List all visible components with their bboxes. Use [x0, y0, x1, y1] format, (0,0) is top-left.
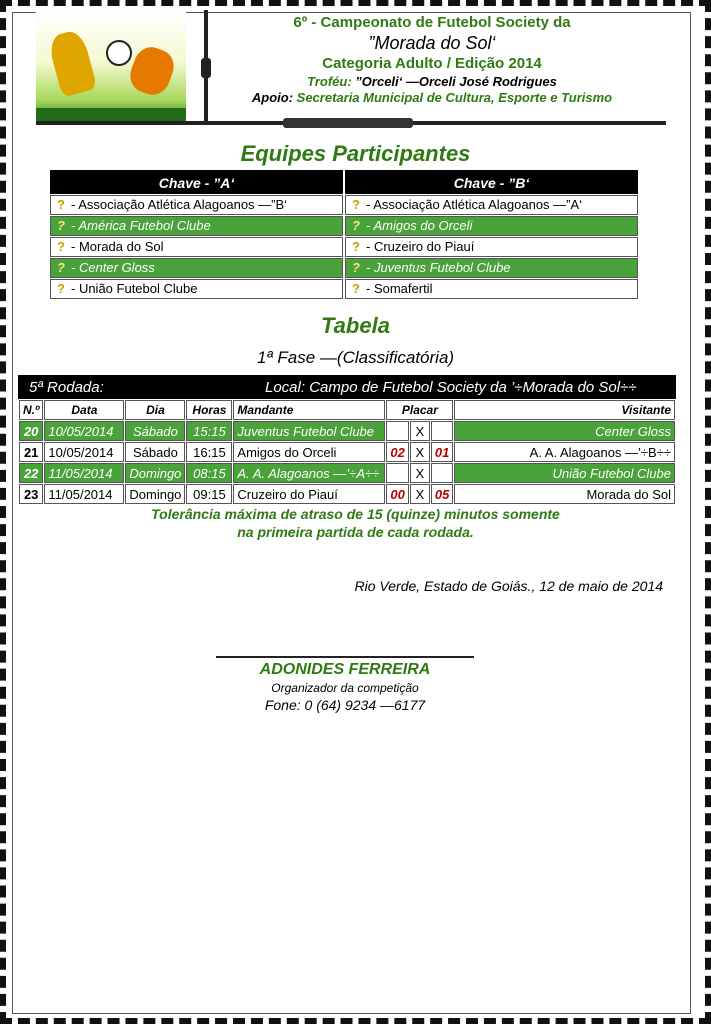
table-row [19, 463, 675, 483]
team-name: - Somafertil [366, 281, 433, 296]
team-name: - Associação Atlética Alagoanos —”A‘ [366, 197, 583, 212]
soccer-ball-icon [106, 40, 132, 66]
header-divider-knob [201, 58, 211, 78]
tolerance-notice-line1: Tolerância máxima de atraso de 15 (quinze) minutos somente [151, 506, 560, 522]
score-separator: X [410, 463, 430, 483]
team-name: - Amigos do Orceli [366, 218, 473, 233]
col-day-header: Dia [125, 400, 185, 420]
organizer-role: Organizador da competição [271, 681, 419, 695]
support-label: Apoio: [251, 90, 294, 105]
trophy-icon: ? [352, 281, 360, 296]
match-day: Sábado [125, 421, 185, 441]
header-divider-bar [283, 118, 413, 128]
trophy-icon: ? [57, 260, 65, 275]
match-time: 08:15 [186, 463, 232, 483]
away-score: 05 [431, 484, 453, 504]
team-row [50, 216, 343, 236]
match-number: 23 [19, 484, 43, 504]
support-value: Secretaria Municipal de Cultura, Esporte e Turismo [296, 90, 613, 105]
match-day: Domingo [125, 463, 185, 483]
table-row [19, 442, 675, 462]
trophy-icon: ? [352, 197, 360, 212]
match-time: 16:15 [186, 442, 232, 462]
away-team: Center Gloss [454, 421, 675, 441]
team-row [50, 258, 343, 278]
matches-grid [18, 399, 676, 505]
date-line: Rio Verde, Estado de Goiás., 12 de maio de 2014 [354, 578, 663, 594]
away-score: 00 [431, 421, 453, 441]
player-figure-icon [47, 28, 98, 97]
signature-line [216, 656, 474, 658]
home-score: 01 [386, 421, 408, 441]
match-date: 10/05/2014 [44, 421, 124, 441]
team-row [345, 237, 638, 257]
matches-table [18, 375, 676, 505]
team-name: - Center Gloss [71, 260, 155, 275]
phase-label: 1ª Fase —(Classificatória) [256, 348, 455, 367]
away-team: União Futebol Clube [454, 463, 675, 483]
team-name: - Associação Atlética Alagoanos —”B‘ [71, 197, 288, 212]
score-separator: X [410, 442, 430, 462]
team-row [50, 195, 343, 215]
home-team: Juventus Futebol Clube [233, 421, 385, 441]
team-name: - Morada do Sol [71, 239, 164, 254]
group-a-header: Chave - ”A‘ [50, 170, 343, 194]
home-team: Cruzeiro do Piauí [233, 484, 385, 504]
organizer-phone: Fone: 0 (64) 9234 —6177 [264, 697, 426, 713]
team-name: - América Futebol Clube [71, 218, 211, 233]
table-row [19, 421, 675, 441]
location-label: Local: Campo de Futebol Society da ’÷Morada do Sol÷÷ [265, 379, 637, 396]
match-number: 22 [19, 463, 43, 483]
home-score: 02 [386, 463, 408, 483]
col-home-header: Mandante [233, 400, 385, 420]
match-day: Sábado [125, 442, 185, 462]
team-row [345, 216, 638, 236]
championship-logo [36, 12, 186, 122]
schedule-section-title: Tabela [321, 313, 390, 338]
trophy-value: ”Orceli‘ —Orceli José Rodrigues [355, 74, 557, 89]
tolerance-notice-line2: na primeira partida de cada rodada. [237, 524, 474, 540]
grass-strip [36, 108, 186, 122]
trophy-icon: ? [352, 218, 360, 233]
team-name: - Cruzeiro do Piauí [366, 239, 475, 254]
away-team: Morada do Sol [454, 484, 675, 504]
match-time: 09:15 [186, 484, 232, 504]
trophy-icon: ? [57, 281, 65, 296]
round-label: 5ª Rodada: [29, 379, 104, 396]
away-team: A. A. Alagoanos —’÷B÷÷ [454, 442, 675, 462]
team-row [345, 258, 638, 278]
category-edition: Categoria Adulto / Edição 2014 [322, 55, 542, 72]
group-b-column [345, 170, 638, 299]
championship-name: ”Morada do Sol‘ [368, 33, 496, 53]
match-number: 20 [19, 421, 43, 441]
col-num-header: N.º [19, 400, 43, 420]
home-score: 00 [386, 484, 408, 504]
table-row [19, 484, 675, 504]
teams-table [50, 170, 639, 298]
team-row [50, 279, 343, 299]
group-a-column [50, 170, 343, 299]
col-away-header: Visitante [454, 400, 675, 420]
match-date: 11/05/2014 [44, 484, 124, 504]
match-date: 10/05/2014 [44, 442, 124, 462]
support-line [212, 90, 652, 105]
match-time: 15:15 [186, 421, 232, 441]
teams-section-title: Equipes Participantes [240, 141, 471, 166]
home-team: A. A. Alagoanos —’÷A÷÷ [233, 463, 385, 483]
match-date: 11/05/2014 [44, 463, 124, 483]
group-b-header: Chave - ”B‘ [345, 170, 638, 194]
col-time-header: Horas [186, 400, 232, 420]
team-row [50, 237, 343, 257]
round-bar [18, 375, 676, 399]
col-score-header: Placar [386, 400, 453, 420]
player-figure-icon [125, 43, 178, 100]
trophy-icon: ? [57, 218, 65, 233]
team-row [345, 279, 638, 299]
trophy-icon: ? [57, 197, 65, 212]
championship-title: 6º - Campeonato de Futebol Society da [293, 14, 571, 31]
match-day: Domingo [125, 484, 185, 504]
home-score: 02 [386, 442, 408, 462]
home-team: Amigos do Orceli [233, 442, 385, 462]
team-name: - União Futebol Clube [71, 281, 198, 296]
col-date-header: Data [44, 400, 124, 420]
trophy-icon: ? [57, 239, 65, 254]
team-name: - Juventus Futebol Clube [366, 260, 511, 275]
match-number: 21 [19, 442, 43, 462]
trophy-icon: ? [352, 260, 360, 275]
organizer-name: ADONIDES FERREIRA [259, 661, 431, 678]
trophy-icon: ? [352, 239, 360, 254]
trophy-line [212, 74, 652, 89]
team-row [345, 195, 638, 215]
away-score: 01 [431, 463, 453, 483]
away-score: 01 [431, 442, 453, 462]
score-separator: X [410, 421, 430, 441]
score-separator: X [410, 484, 430, 504]
trophy-label: Troféu: [307, 74, 352, 89]
table-header-row [19, 400, 675, 420]
